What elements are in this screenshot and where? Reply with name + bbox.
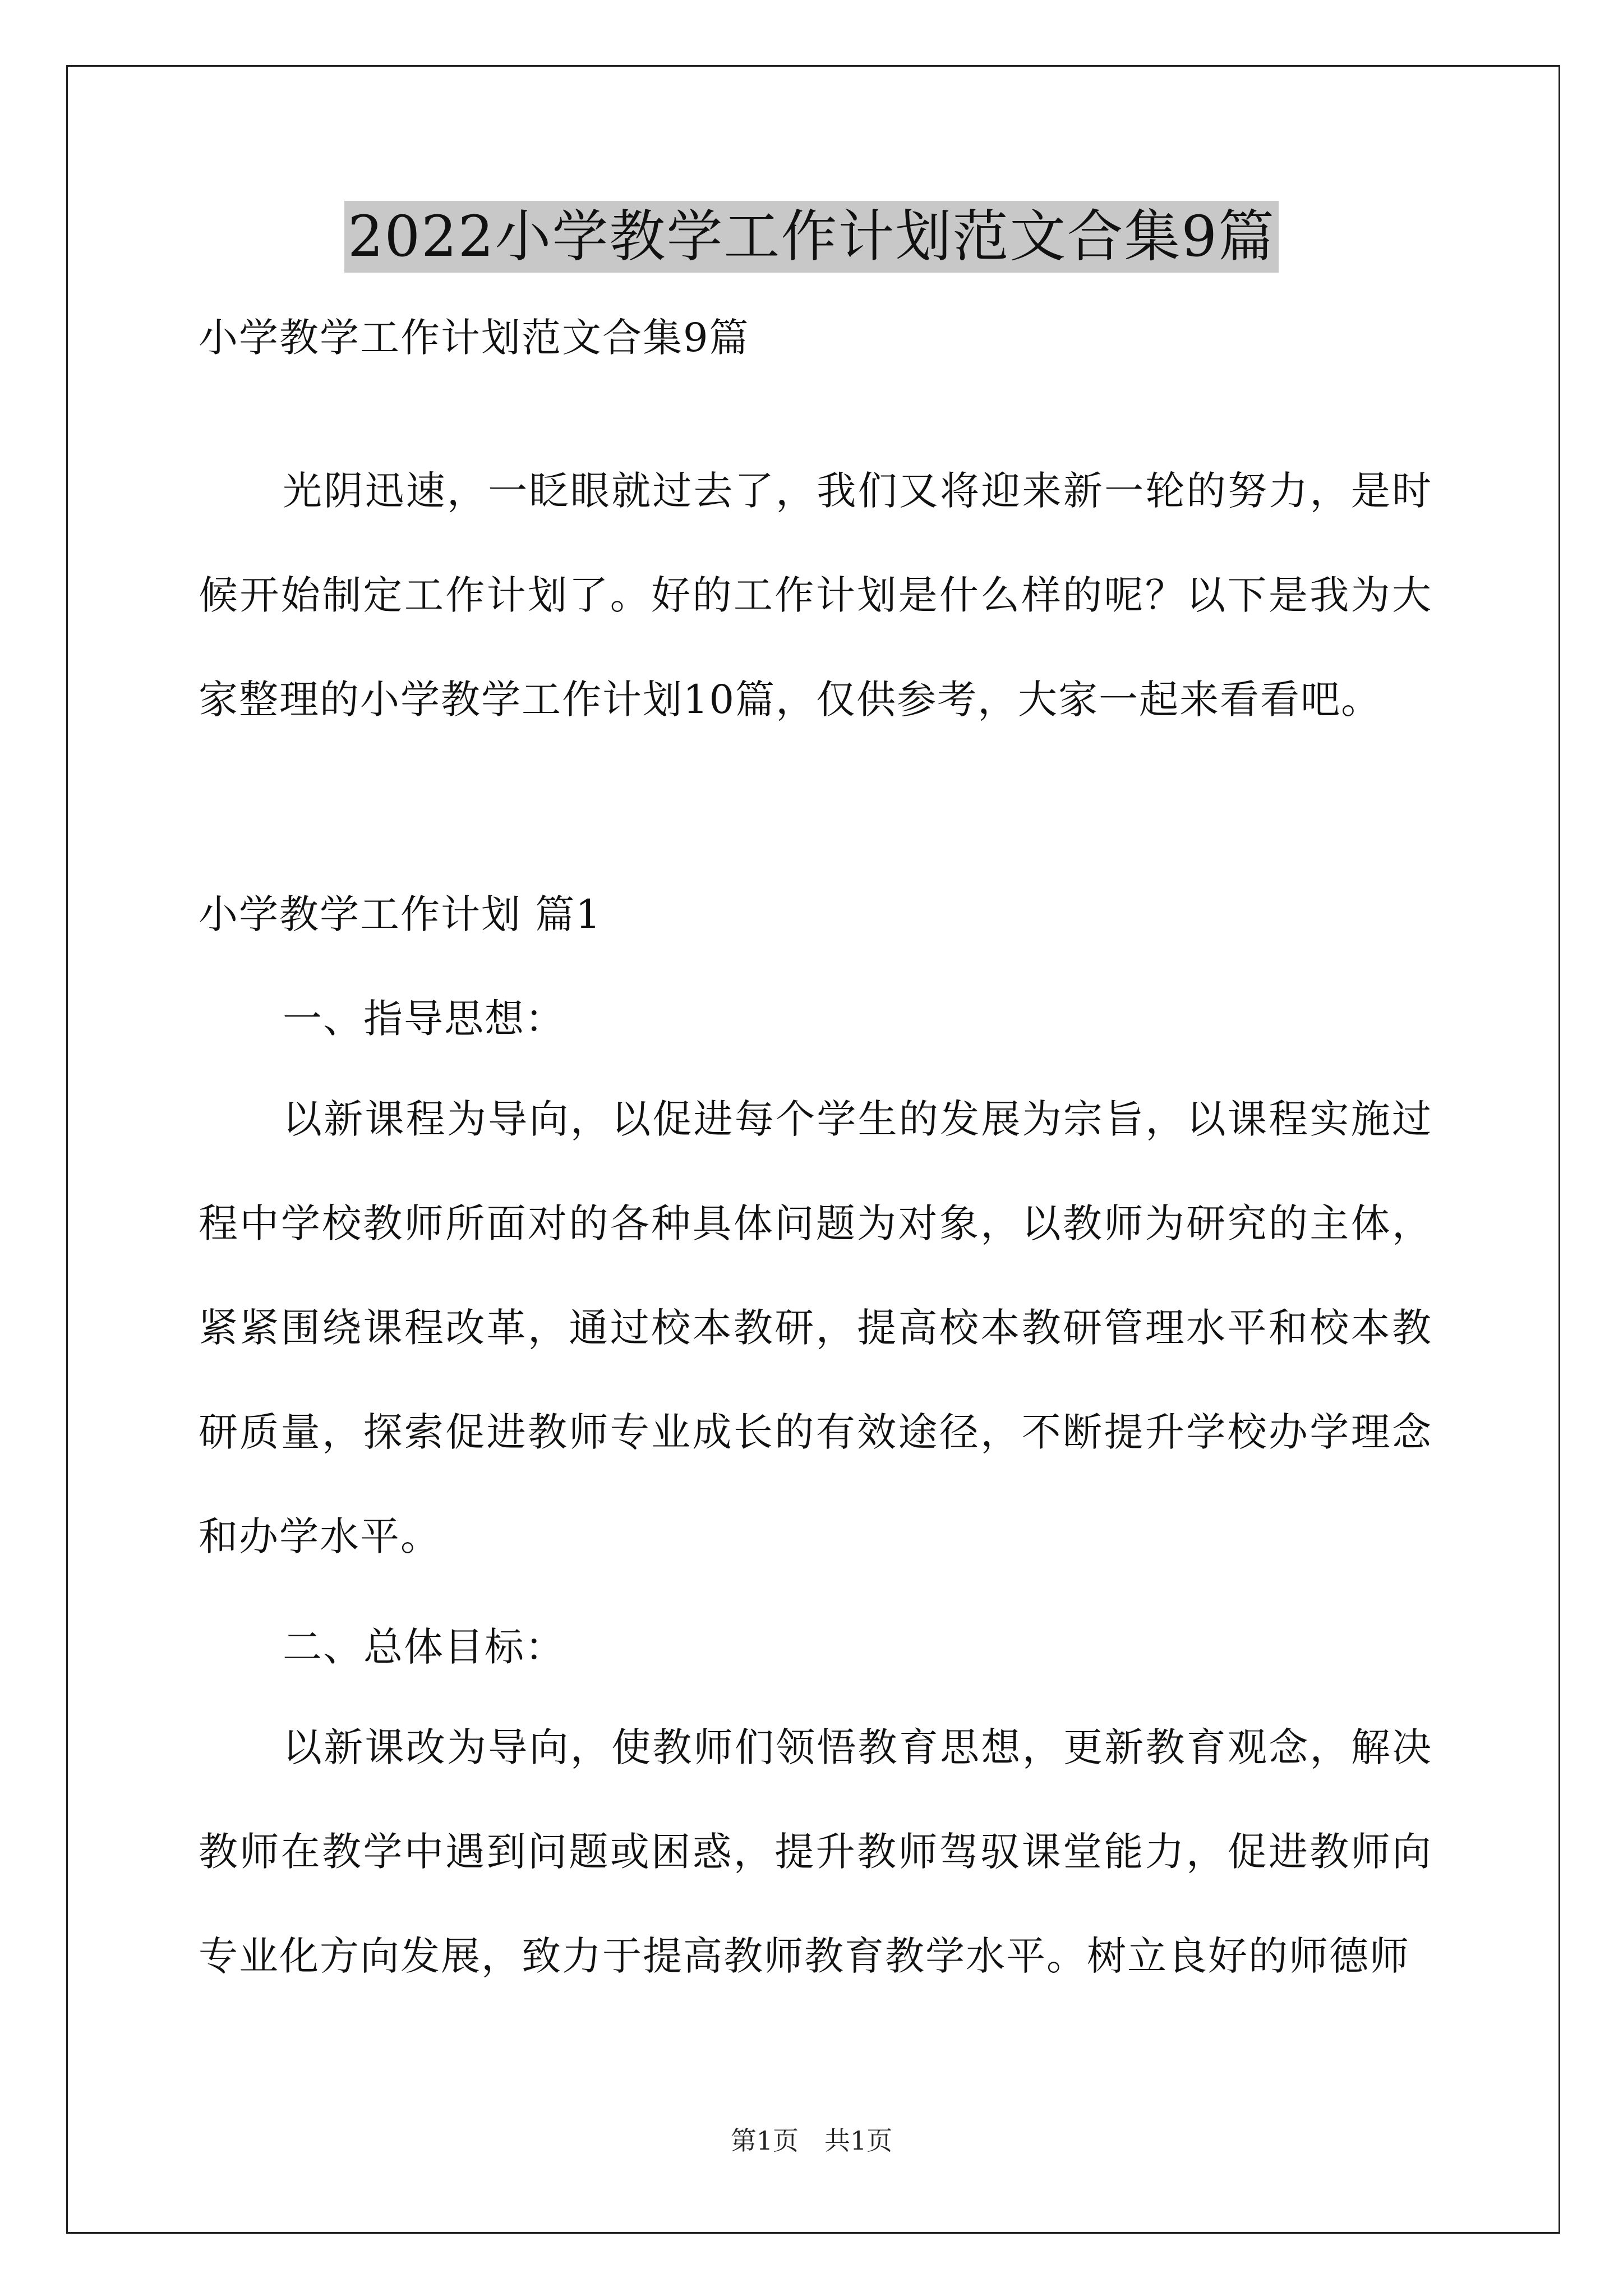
page-footer: 第1页 共1页 xyxy=(730,2125,893,2156)
document-subtitle: 小学教学工作计划范文合集9篇 xyxy=(199,315,750,361)
paragraph-guiding-ideology: 以新课程为导向，以促进每个学生的发展为宗旨，以课程实施过程中学校教师所面对的各种具体问题为对象，以教师为研究的主体，紧紧围绕课程改革，通过校本教研，提高校本教研管理水平和校本教研质量，探索促进教师专业成长的有效途径，不断提升学校办学理念和办学水平。 xyxy=(199,1096,1432,1559)
title-container xyxy=(0,201,1623,273)
heading-overall-goals: 二、总体目标： xyxy=(283,1624,565,1670)
document-title: 2022小学教学工作计划范文合集9篇 xyxy=(344,201,1279,273)
intro-paragraph: 光阴迅速，一眨眼就过去了，我们又将迎来新一轮的努力，是时候开始制定工作计划了。好的工作计划是什么样的呢？以下是我为大家整理的小学教学工作计划10篇，仅供参考，大家一起来看看吧。 xyxy=(199,468,1432,723)
heading-guiding-ideology: 一、指导思想： xyxy=(283,996,565,1042)
section-title: 小学教学工作计划 篇1 xyxy=(199,891,602,937)
paragraph-overall-goals: 以新课改为导向，使教师们领悟教育思想，更新教育观念，解决教师在教学中遇到问题或困惑，提升教师驾驭课堂能力，促进教师向专业化方向发展，致力于提高教师教育教学水平。树立良好的师德师 xyxy=(199,1724,1432,1979)
